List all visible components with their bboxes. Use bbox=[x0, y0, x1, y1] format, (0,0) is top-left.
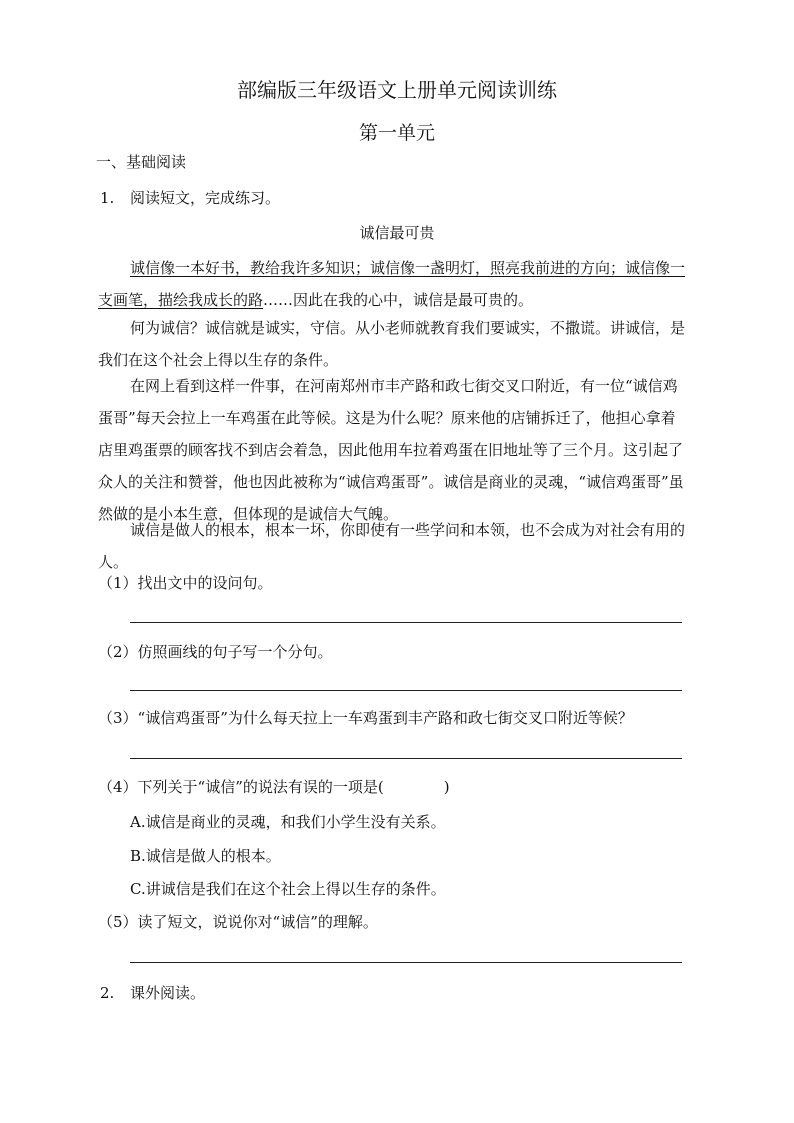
sub-question-4: （4）下列关于“诚信”的说法有误的一项是( ) bbox=[98, 778, 450, 796]
passage-paragraph-4: 诚信是做人的根本，根本一坏，你即使有一些学问和本领，也不会成为对社会有用的人。 bbox=[98, 521, 686, 571]
sub-question-2: （2）仿照画线的句子写一个分句。 bbox=[98, 643, 333, 661]
option-c: C.讲诚信是我们在这个社会上得以生存的条件。 bbox=[130, 880, 446, 898]
question-2-text: 课外阅读。 bbox=[130, 984, 206, 1002]
option-b: B.诚信是做人的根本。 bbox=[130, 847, 281, 865]
passage-title: 诚信最可贵 bbox=[359, 224, 435, 242]
sub-question-5: （5）读了短文，说说你对“诚信”的理解。 bbox=[98, 913, 378, 931]
answer-line-1[interactable] bbox=[130, 622, 682, 623]
sub-question-3: （3）“诚信鸡蛋哥”为什么每天拉上一车鸡蛋到丰产路和政七街交叉口附近等候？ bbox=[98, 709, 633, 727]
page-title: 部编版三年级语文上册单元阅读训练 bbox=[237, 78, 557, 102]
answer-line-3[interactable] bbox=[130, 758, 682, 759]
question-1-text: 阅读短文，完成练习。 bbox=[130, 189, 281, 207]
question-1-label: 1. bbox=[100, 189, 115, 207]
question-2-label: 2. bbox=[100, 984, 115, 1002]
sub-question-1: （1）找出文中的设问句。 bbox=[98, 574, 273, 592]
passage-paragraph-3: 在网上看到这样一件事，在河南郑州市丰产路和政七街交叉口附近，有一位“诚信鸡蛋哥”每天会拉上一车鸡蛋在此等候。这是为什么呢？原来他的店铺拆迁了，他担心拿着店里鸡蛋票的顾客找不到店会着急，因此他用车拉着鸡蛋在旧地址等了三个月。这引起了众人的关注和赞誉，他也因此被称为“诚信鸡蛋哥”。诚信是商业的灵魂，“诚信鸡蛋哥”虽然做的是小本生意，但体现的是诚信大气魄。 bbox=[98, 377, 684, 523]
passage-paragraph-1 bbox=[98, 252, 690, 316]
answer-line-5[interactable] bbox=[130, 962, 682, 963]
paragraph-1-rest: ……因此在我的心中，诚信是最可贵的。 bbox=[263, 291, 534, 309]
unit-heading: 第一单元 bbox=[358, 122, 435, 144]
section-heading: 一、基础阅读 bbox=[96, 153, 187, 171]
answer-line-2[interactable] bbox=[130, 690, 682, 691]
passage-paragraph-2: 何为诚信？诚信就是诚实，守信。从小老师就教育我们要诚实，不撒谎。讲诚信，是我们在这个社会上得以生存的条件。 bbox=[98, 319, 686, 369]
underlined-sentence: 诚信像一本好书，教给我许多知识；诚信像一盏明灯，照亮我前进的方向；诚信像一支画笔，描绘我成长的路 bbox=[98, 259, 686, 309]
option-a: A.诚信是商业的灵魂，和我们小学生没有关系。 bbox=[130, 813, 446, 831]
